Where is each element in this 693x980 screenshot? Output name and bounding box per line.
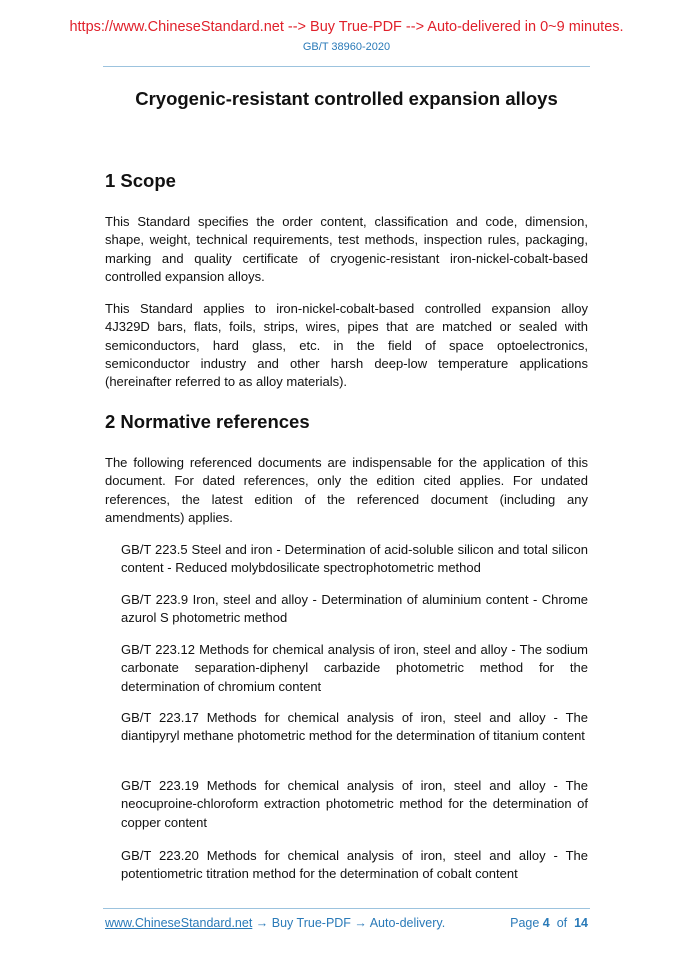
reference-item: GB/T 223.5 Steel and iron - Determination of acid-soluble silicon and total silicon content - Reduced molybdosilicate spectrophotometric method	[121, 542, 588, 576]
page-number: 4	[542, 916, 550, 930]
reference-item: GB/T 223.12 Methods for chemical analysis of iron, steel and alloy - The sodium carbonate separation-diphenyl carbazide photometric method for the determination of chromium content	[121, 642, 588, 694]
footer-promo	[105, 916, 445, 930]
footer-tagline: → Buy True-PDF → Auto-delivery.	[252, 916, 446, 930]
reference-item: GB/T 223.20 Methods for chemical analysis of iron, steel and alloy - The potentiometric titration method for the determination of cobalt content	[121, 848, 588, 882]
of-label: of	[556, 916, 568, 930]
reference-item: GB/T 223.17 Methods for chemical analysis of iron, steel and alloy - The diantipyryl methane photometric method for the determination of titanium content	[121, 710, 588, 744]
reference-item: GB/T 223.19 Methods for chemical analysis of iron, steel and alloy - The neocuproine-chloroform extraction photometric method for the determination of copper content	[121, 778, 588, 830]
total-pages: 14	[574, 916, 588, 930]
section-heading-normative-references: 2 Normative references	[105, 411, 310, 432]
page-footer	[105, 916, 588, 930]
paragraph: This Standard specifies the order content, classification and code, dimension, shape, weight, technical requirements, test methods, inspection rules, packaging, marking and quality certificate of cryogenic-resistant iron-nickel-cobalt-based controlled expansion alloys.	[105, 214, 588, 284]
page-indicator	[510, 916, 588, 930]
header-divider	[103, 66, 590, 67]
page-label: Page	[510, 916, 540, 930]
reference-item: GB/T 223.9 Iron, steel and alloy - Determination of aluminium content - Chrome azurol S photometric method	[121, 592, 588, 626]
paragraph: The following referenced documents are indispensable for the application of this document. For dated references, only the edition cited applies. For undated references, the latest edition of the referenced document (including any amendments) applies.	[105, 455, 588, 525]
footer-link[interactable]: www.ChineseStandard.net	[105, 916, 253, 930]
footer-divider	[103, 908, 590, 909]
section-heading-scope: 1 Scope	[105, 170, 176, 191]
document-title: Cryogenic-resistant controlled expansion alloys	[135, 88, 558, 109]
paragraph: This Standard applies to iron-nickel-cobalt-based controlled expansion alloy 4J329D bars, flats, foils, strips, wires, pipes that are matched or sealed with semiconductors, hard glass, etc. in the field of space optoelectronics, semiconductor industry and other harsh deep-low temperature applications (hereinafter referred to as alloy materials).	[105, 301, 588, 390]
promo-banner[interactable]: https://www.ChineseStandard.net --> Buy True-PDF --> Auto-delivered in 0~9 minutes.	[69, 19, 624, 35]
standard-number: GB/T 38960-2020	[302, 41, 391, 53]
